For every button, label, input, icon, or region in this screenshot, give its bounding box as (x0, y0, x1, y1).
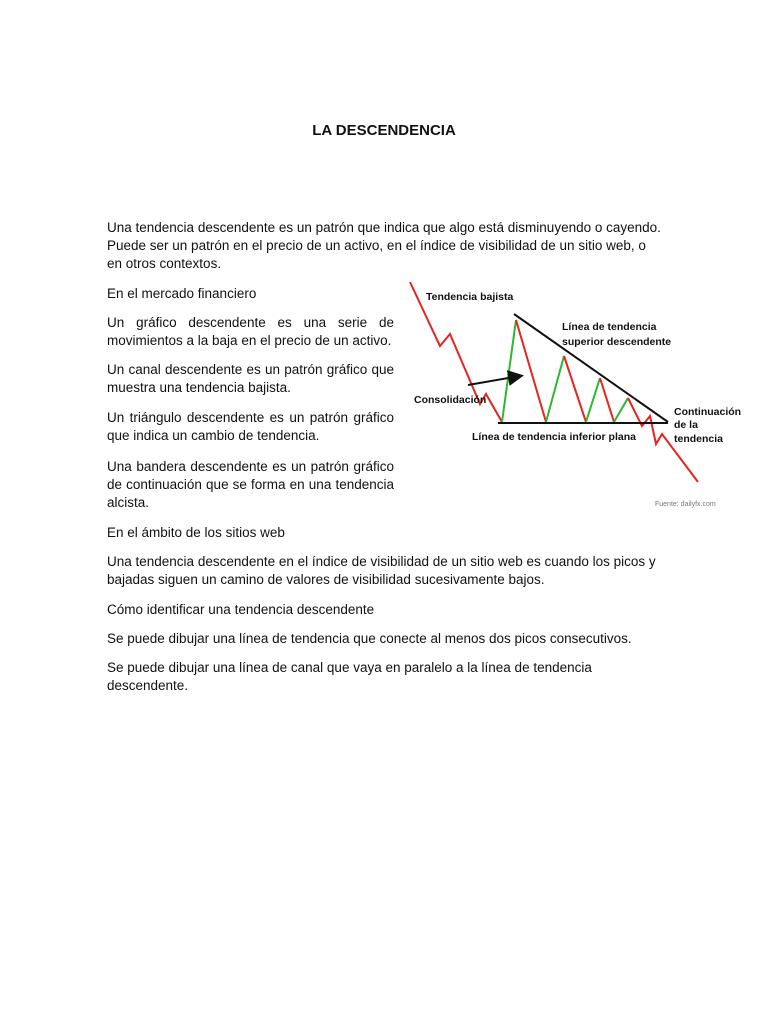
canal-paragraph: Un canal descendente es un patrón gráfico que muestra una tendencia bajista. (107, 362, 394, 396)
financial-heading: En el mercado financiero (107, 286, 257, 301)
label-superior-2: superior descendente (562, 336, 672, 348)
intro-paragraph: Una tendencia descendente es un patrón que indica que algo está disminuyendo o cayendo. Puede ser un patrón en el precio de un activo, en el índice de visibilidad de un sitio web, o en otros contextos. (107, 220, 661, 272)
up-leg-2 (546, 356, 564, 422)
identify-paragraph-1: Se puede dibujar una línea de tendencia que conecte al menos dos picos consecutivos. (107, 631, 632, 646)
label-consolidacion: Consolidación (414, 394, 487, 406)
web-heading: En el ámbito de los sitios web (107, 525, 285, 540)
label-bajista: Tendencia bajista (426, 291, 514, 303)
triangulo-paragraph: Un triángulo descendente es un patrón gráfico que indica un cambio de tendencia. (107, 410, 394, 444)
web-paragraph: Una tendencia descendente en el índice de visibilidad de un sitio web es cuando los picos y bajadas siguen un camino de valores de visibilidad sucesivamente bajos. (107, 554, 656, 588)
identify-heading: Cómo identificar una tendencia descendente (107, 602, 375, 617)
consolidation-arrow (468, 376, 520, 385)
label-inferior: Línea de tendencia inferior plana (472, 431, 636, 443)
label-continuacion-2: de la (674, 419, 698, 431)
label-continuacion-3: tendencia (674, 433, 724, 445)
up-leg-4 (614, 398, 628, 422)
descending-triangle-figure (406, 276, 742, 512)
label-continuacion-1: Continuación (674, 406, 742, 418)
figure-source: Fuente: dailyfx.com (655, 501, 716, 508)
down-leg-3 (600, 378, 614, 422)
label-superior-1: Línea de tendencia (562, 321, 657, 333)
grafico-paragraph: Un gráfico descendente es una serie de movimientos a la baja en el precio de un activo. (107, 315, 394, 349)
descending-triangle-diagram (406, 276, 742, 512)
down-leg-1 (516, 320, 546, 422)
up-leg-1 (502, 320, 516, 422)
price-path (410, 282, 698, 482)
down-leg-2 (564, 356, 586, 422)
page-title: LA DESCENDENCIA (312, 122, 456, 139)
up-leg-3 (586, 378, 600, 422)
bandera-paragraph: Una bandera descendente es un patrón gráfico de continuación que se forma en una tendencia alcista. (107, 459, 394, 511)
identify-paragraph-2: Se puede dibujar una línea de canal que vaya en paralelo a la línea de tendencia descendente. (107, 660, 592, 694)
